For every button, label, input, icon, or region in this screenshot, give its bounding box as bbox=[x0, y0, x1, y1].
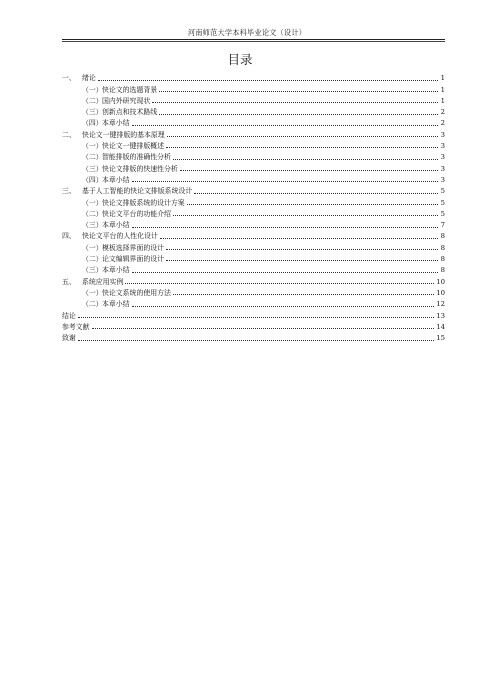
toc-entry-number: （一） bbox=[82, 85, 103, 94]
toc-entry-page: 14 bbox=[436, 322, 445, 331]
toc-entry-number: （一） bbox=[82, 288, 103, 297]
toc-entry-page: 8 bbox=[440, 243, 445, 252]
dot-leader bbox=[78, 340, 434, 341]
toc-entry-number: （一） bbox=[82, 142, 103, 151]
toc-entry[interactable] bbox=[62, 331, 445, 342]
toc-entry-page: 1 bbox=[440, 74, 445, 83]
toc-entry[interactable] bbox=[62, 195, 445, 206]
toc-entry-page: 10 bbox=[436, 277, 445, 286]
toc-entry-page: 3 bbox=[440, 153, 445, 162]
header-rule bbox=[62, 39, 445, 40]
toc-entry-page: 5 bbox=[440, 209, 445, 218]
toc-entry-number: （二） bbox=[82, 209, 103, 218]
toc-entry-page: 3 bbox=[440, 175, 445, 184]
toc-entry[interactable] bbox=[62, 94, 445, 105]
toc-entry-number: （二） bbox=[82, 300, 103, 309]
toc-entry[interactable] bbox=[62, 252, 445, 263]
dot-leader bbox=[173, 294, 434, 295]
toc-entry-number: （二） bbox=[82, 96, 103, 105]
dot-leader bbox=[132, 272, 438, 273]
toc-entry-title: 参考文献 bbox=[62, 322, 90, 331]
toc-entry-title: 结论 bbox=[62, 311, 76, 320]
dot-leader bbox=[152, 102, 438, 103]
dot-leader bbox=[166, 260, 438, 261]
toc-entry[interactable] bbox=[62, 218, 445, 229]
toc-entry-page: 1 bbox=[440, 96, 445, 105]
dot-leader bbox=[194, 193, 438, 194]
toc-entry-title: 本章小结 bbox=[102, 119, 130, 128]
dot-leader bbox=[173, 159, 438, 160]
toc-entry-title: 本章小结 bbox=[102, 266, 130, 275]
toc-entry-number: 三、 bbox=[62, 187, 76, 196]
dot-leader bbox=[98, 80, 438, 81]
toc-entry[interactable] bbox=[62, 320, 445, 331]
toc-entry-page: 3 bbox=[440, 130, 445, 139]
dot-leader bbox=[92, 328, 435, 329]
toc-entry-title: 快论文的选题背景 bbox=[102, 85, 158, 94]
dot-leader bbox=[173, 215, 438, 216]
dot-leader bbox=[166, 249, 438, 250]
toc-entry-page: 12 bbox=[436, 300, 445, 309]
toc-entry-page: 8 bbox=[440, 255, 445, 264]
toc-entry[interactable] bbox=[62, 173, 445, 184]
toc-entry-page: 8 bbox=[440, 232, 445, 241]
toc-entry-title: 本章小结 bbox=[102, 300, 130, 309]
toc-entry-number: （三） bbox=[82, 164, 103, 173]
toc-entry-number: 五、 bbox=[62, 277, 76, 286]
toc-entry-title: 智能排版的准确性分析 bbox=[102, 153, 171, 162]
toc-entry-number: 四、 bbox=[62, 232, 76, 241]
toc-entry-number: （四） bbox=[82, 175, 103, 184]
dot-leader bbox=[132, 125, 438, 126]
dot-leader bbox=[167, 136, 438, 137]
toc-entry[interactable] bbox=[62, 286, 445, 297]
toc-entry-title: 快论文一键排版概述 bbox=[102, 142, 165, 151]
toc-entry-title: 快论文排版系统的设计方案 bbox=[102, 198, 185, 207]
dot-leader bbox=[132, 227, 438, 228]
toc-entry-title: 创新点和技术路线 bbox=[102, 108, 158, 117]
dot-leader bbox=[132, 306, 435, 307]
toc-entry[interactable] bbox=[62, 71, 445, 82]
toc-entry[interactable] bbox=[62, 82, 445, 93]
toc-entry[interactable] bbox=[62, 105, 445, 116]
table-of-contents bbox=[62, 71, 445, 342]
toc-entry-number: 二、 bbox=[62, 130, 76, 139]
dot-leader bbox=[187, 204, 438, 205]
toc-entry[interactable] bbox=[62, 308, 445, 319]
toc-entry-number: 一、 bbox=[62, 74, 76, 83]
toc-entry-number: （一） bbox=[82, 198, 103, 207]
toc-entry-number: （二） bbox=[82, 255, 103, 264]
dot-leader bbox=[159, 91, 438, 92]
running-header: 河南师范大学本科毕业论文（设计） bbox=[187, 28, 307, 37]
toc-entry[interactable] bbox=[62, 161, 445, 172]
toc-entry-page: 15 bbox=[436, 334, 445, 343]
toc-entry[interactable] bbox=[62, 240, 445, 251]
toc-entry-title: 绪论 bbox=[82, 74, 96, 83]
toc-entry[interactable] bbox=[62, 139, 445, 150]
header-rule-thin bbox=[62, 41, 445, 42]
toc-entry-title: 系统应用实例 bbox=[82, 277, 124, 286]
toc-entry-page: 2 bbox=[440, 108, 445, 117]
dot-leader bbox=[125, 283, 434, 284]
toc-entry[interactable] bbox=[62, 184, 445, 195]
toc-entry-number: （四） bbox=[82, 119, 103, 128]
toc-entry[interactable] bbox=[62, 263, 445, 274]
toc-entry-page: 10 bbox=[436, 288, 445, 297]
toc-entry-title: 快论文排版的快速性分析 bbox=[102, 164, 178, 173]
dot-leader bbox=[180, 170, 438, 171]
toc-entry-title: 快论文平台的功能介绍 bbox=[102, 209, 171, 218]
toc-entry-title: 基于人工智能的快论文排版系统设计 bbox=[82, 187, 193, 196]
toc-entry[interactable] bbox=[62, 150, 445, 161]
toc-entry-page: 8 bbox=[440, 266, 445, 275]
toc-entry-number: （二） bbox=[82, 153, 103, 162]
toc-entry-number: （三） bbox=[82, 221, 103, 230]
toc-entry[interactable] bbox=[62, 274, 445, 285]
toc-entry-page: 5 bbox=[440, 198, 445, 207]
toc-entry-title: 国内外研究现状 bbox=[102, 96, 151, 105]
dot-leader bbox=[159, 114, 438, 115]
toc-entry-page: 2 bbox=[440, 119, 445, 128]
toc-entry-title: 本章小结 bbox=[102, 175, 130, 184]
toc-entry[interactable] bbox=[62, 297, 445, 308]
dot-leader bbox=[166, 147, 438, 148]
toc-entry-title: 快论文系统的使用方法 bbox=[102, 288, 171, 297]
toc-entry-page: 7 bbox=[440, 221, 445, 230]
toc-entry-title: 快论文一键排版的基本原理 bbox=[82, 130, 165, 139]
toc-entry-title: 论文编辑界面的设计 bbox=[102, 255, 165, 264]
toc-title: 目录 bbox=[227, 52, 253, 67]
toc-entry[interactable] bbox=[62, 207, 445, 218]
toc-entry-title: 快论文平台的人性化设计 bbox=[82, 232, 158, 241]
toc-entry-number: （三） bbox=[82, 108, 103, 117]
dot-leader bbox=[78, 317, 434, 318]
toc-entry-number: （三） bbox=[82, 266, 103, 275]
toc-entry-title: 致谢 bbox=[62, 334, 76, 343]
toc-entry-page: 5 bbox=[440, 187, 445, 196]
dot-leader bbox=[160, 238, 438, 239]
toc-entry-title: 模板选择界面的设计 bbox=[102, 243, 165, 252]
dot-leader bbox=[132, 181, 438, 182]
toc-entry[interactable] bbox=[62, 229, 445, 240]
toc-entry-page: 1 bbox=[440, 85, 445, 94]
toc-entry-number: （一） bbox=[82, 243, 103, 252]
toc-entry-page: 3 bbox=[440, 164, 445, 173]
toc-entry[interactable] bbox=[62, 116, 445, 127]
toc-entry-title: 本章小结 bbox=[102, 221, 130, 230]
toc-entry-page: 3 bbox=[440, 142, 445, 151]
toc-entry-page: 13 bbox=[436, 311, 445, 320]
toc-entry[interactable] bbox=[62, 127, 445, 138]
